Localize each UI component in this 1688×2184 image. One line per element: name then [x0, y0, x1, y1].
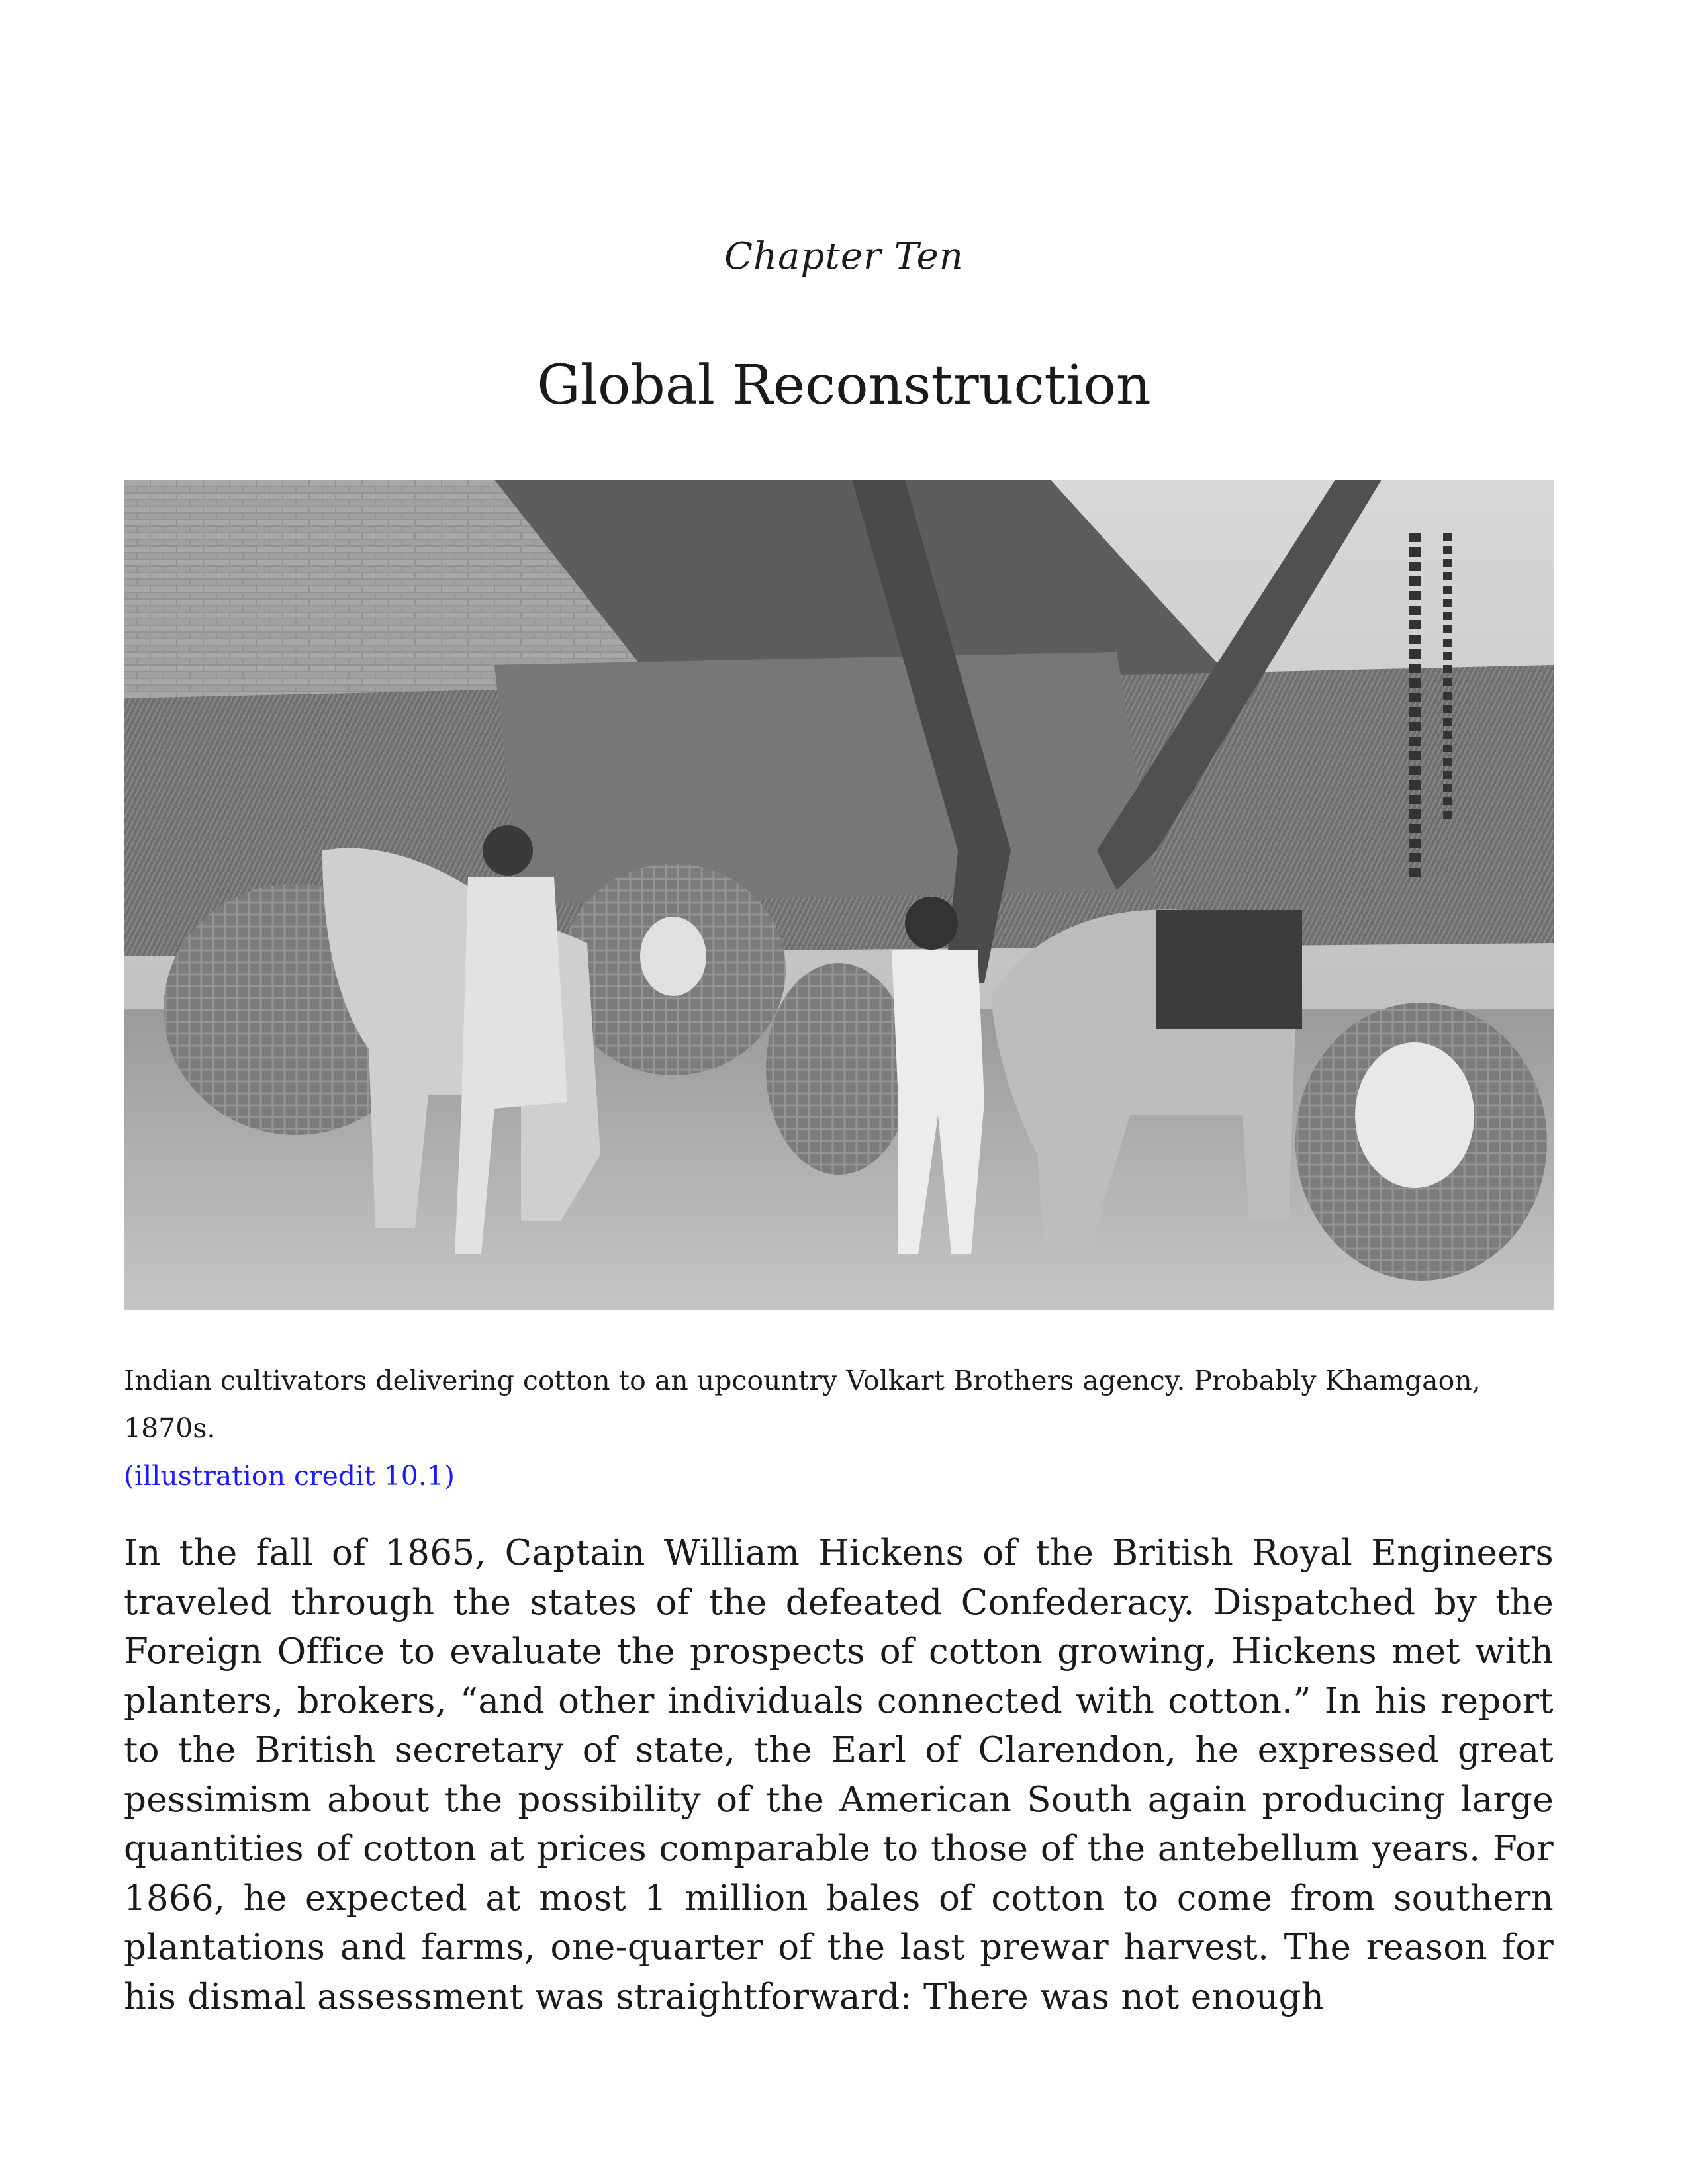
body-paragraph: In the fall of 1865, Captain William Hickens of the British Royal Engineers traveled through the states of the defeated Confederacy. Dispatched by the Foreign Office to evaluate the prospects of cotton growing, Hickens met with planters, brokers, “and other individuals connected with cotton.” In his report to the British secretary of state, the Earl of Clarendon, he expressed great pessimism about the possibility of the American South again producing large quantities of cotton at prices comparable to those of the antebellum years. For 1866, he expected at most 1 million bales of cotton to come from southern plantations and farms, one-quarter of the last prewar harvest. The reason for his dismal assessment was straightforward: There was not enough: [124, 1533, 1554, 2017]
chapter-title: Global Reconstruction: [537, 354, 1151, 417]
illustration-credit-link[interactable]: (illustration credit 10.1): [124, 1460, 455, 1492]
figure-caption: [124, 1357, 1580, 1500]
chapter-label: Chapter Ten: [724, 235, 964, 278]
photograph-cotton-cultivators-icon: [124, 480, 1554, 1310]
photo-illustration: [124, 480, 1554, 1310]
caption-text: Indian cultivators delivering cotton to an upcountry Volkart Brothers agency. Probably Khamgaon, 1870s.: [124, 1365, 1481, 1444]
